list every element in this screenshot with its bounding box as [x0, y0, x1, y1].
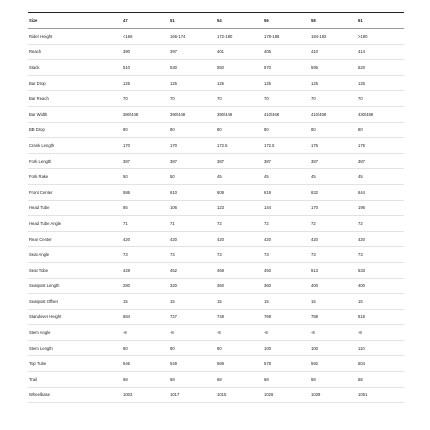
- table-cell: 68: [169, 372, 216, 388]
- table-cell: 387: [169, 153, 216, 169]
- table-cell: 45: [310, 169, 357, 185]
- table-cell: 196: [357, 200, 404, 216]
- table-cell: 100: [263, 340, 310, 356]
- table-row: [28, 44, 404, 60]
- table-cell: 452: [169, 262, 216, 278]
- table-cell: >190: [357, 29, 404, 45]
- table-cell: 125: [169, 75, 216, 91]
- table-cell: 15: [263, 294, 310, 310]
- table-cell: 1026: [263, 387, 310, 403]
- table-cell: 400: [310, 278, 357, 294]
- table-cell: 170: [310, 200, 357, 216]
- table-cell: 45: [357, 169, 404, 185]
- table-cell: 410/468: [263, 106, 310, 122]
- table-cell: 788: [310, 309, 357, 325]
- table-row: [28, 106, 404, 122]
- table-cell: 68: [122, 372, 169, 388]
- table-cell: 280: [122, 278, 169, 294]
- table-cell: 15: [310, 294, 357, 310]
- table-cell: 80: [357, 122, 404, 138]
- row-label: Rider Height: [28, 29, 122, 45]
- table-row: [28, 216, 404, 232]
- table-cell: 748: [216, 309, 263, 325]
- table-cell: 420: [216, 231, 263, 247]
- table-cell: 1039: [310, 387, 357, 403]
- table-cell: 387: [216, 153, 263, 169]
- table-cell: 569: [216, 356, 263, 372]
- row-label: Fork Rake: [28, 169, 122, 185]
- table-cell: 68: [216, 372, 263, 388]
- table-cell: 73: [263, 247, 310, 263]
- table-cell: 410: [310, 44, 357, 60]
- table-cell: 90: [216, 340, 263, 356]
- table-cell: 390: [122, 44, 169, 60]
- table-cell: 80: [263, 122, 310, 138]
- row-label: Stem Angle: [28, 325, 122, 341]
- row-label: Top Tube: [28, 356, 122, 372]
- table-cell: 430/488: [357, 106, 404, 122]
- table-cell: 390/448: [169, 106, 216, 122]
- table-cell: 70: [169, 91, 216, 107]
- table-row: [28, 262, 404, 278]
- table-cell: 769: [263, 309, 310, 325]
- table-cell: 1017: [169, 387, 216, 403]
- table-cell: 360: [263, 278, 310, 294]
- table-cell: 1015: [216, 387, 263, 403]
- row-label: Seat Angle: [28, 247, 122, 263]
- table-cell: 72: [216, 216, 263, 232]
- table-cell: 632: [310, 184, 357, 200]
- table-cell: 80: [122, 340, 169, 356]
- row-label: Reach: [28, 44, 122, 60]
- table-cell: 620: [357, 60, 404, 76]
- table-cell: 320: [169, 278, 216, 294]
- table-cell: 644: [357, 184, 404, 200]
- geometry-table: [28, 12, 404, 403]
- table-cell: 414: [357, 44, 404, 60]
- table-row: [28, 200, 404, 216]
- row-label: Head Tube: [28, 200, 122, 216]
- table-cell: 420: [122, 231, 169, 247]
- geometry-table-container: [28, 12, 404, 403]
- table-cell: 73: [169, 247, 216, 263]
- table-row: [28, 372, 404, 388]
- table-row: [28, 122, 404, 138]
- table-cell: 73: [357, 247, 404, 263]
- table-cell: 110: [357, 340, 404, 356]
- row-label: Bar Reach: [28, 91, 122, 107]
- row-label: Seatpost Offset: [28, 294, 122, 310]
- table-cell: 70: [357, 91, 404, 107]
- table-cell: 550: [216, 60, 263, 76]
- table-row: [28, 169, 404, 185]
- table-cell: 586: [122, 184, 169, 200]
- row-label: Trail: [28, 372, 122, 388]
- table-cell: 387: [263, 153, 310, 169]
- table-cell: 125: [216, 75, 263, 91]
- table-cell: 68: [263, 372, 310, 388]
- table-cell: 178-186: [263, 29, 310, 45]
- table-cell: 172.5: [216, 138, 263, 154]
- table-cell: 175: [310, 138, 357, 154]
- table-cell: 619: [263, 184, 310, 200]
- table-cell: 125: [357, 75, 404, 91]
- row-label: Head Tube Angle: [28, 216, 122, 232]
- table-cell: 85: [122, 200, 169, 216]
- table-cell: 71: [122, 216, 169, 232]
- table-row: [28, 91, 404, 107]
- table-cell: 530: [169, 60, 216, 76]
- table-cell: 420: [310, 231, 357, 247]
- table-row: [28, 75, 404, 91]
- table-cell: 420: [263, 231, 310, 247]
- row-label: Front Center: [28, 184, 122, 200]
- header-size-47: 47: [122, 13, 169, 29]
- table-cell: 15: [122, 294, 169, 310]
- row-label: Rear Center: [28, 231, 122, 247]
- table-cell: 390/448: [216, 106, 263, 122]
- table-cell: 184-192: [310, 29, 357, 45]
- table-cell: 144: [263, 200, 310, 216]
- table-row: [28, 231, 404, 247]
- table-cell: 72: [357, 216, 404, 232]
- row-label: BB Drop: [28, 122, 122, 138]
- table-cell: 401: [216, 44, 263, 60]
- table-cell: 125: [122, 75, 169, 91]
- table-cell: 70: [263, 91, 310, 107]
- table-cell: -8: [263, 325, 310, 341]
- table-cell: 570: [263, 60, 310, 76]
- table-cell: 1003: [122, 387, 169, 403]
- table-cell: 595: [310, 60, 357, 76]
- table-cell: -8: [310, 325, 357, 341]
- table-cell: 1051: [357, 387, 404, 403]
- table-cell: 15: [169, 294, 216, 310]
- table-cell: 468: [216, 262, 263, 278]
- table-cell: 73: [310, 247, 357, 263]
- table-row: [28, 309, 404, 325]
- table-cell: 80: [216, 122, 263, 138]
- table-row: [28, 387, 404, 403]
- table-cell: 125: [263, 75, 310, 91]
- table-cell: 50: [169, 169, 216, 185]
- table-cell: -8: [357, 325, 404, 341]
- table-row: [28, 247, 404, 263]
- table-cell: 405: [263, 44, 310, 60]
- table-cell: 73: [216, 247, 263, 263]
- table-cell: 68: [357, 372, 404, 388]
- table-cell: -8: [122, 325, 169, 341]
- table-header: [28, 13, 404, 29]
- table-cell: 170: [169, 138, 216, 154]
- table-cell: 170: [122, 138, 169, 154]
- header-size-58: 58: [310, 13, 357, 29]
- table-cell: 166-174: [169, 29, 216, 45]
- table-row: [28, 60, 404, 76]
- table-cell: 15: [357, 294, 404, 310]
- table-cell: 380/448: [122, 106, 169, 122]
- table-cell: 71: [169, 216, 216, 232]
- table-cell: 175: [357, 138, 404, 154]
- table-cell: 420: [357, 231, 404, 247]
- table-cell: 387: [357, 153, 404, 169]
- table-row: [28, 138, 404, 154]
- table-cell: 80: [169, 122, 216, 138]
- table-cell: <166: [122, 29, 169, 45]
- table-cell: 45: [216, 169, 263, 185]
- header-size-54: 54: [216, 13, 263, 29]
- table-cell: 123: [216, 200, 263, 216]
- row-label: Stem Length: [28, 340, 122, 356]
- table-cell: -8: [216, 325, 263, 341]
- table-cell: 125: [310, 75, 357, 91]
- table-cell: 549: [169, 356, 216, 372]
- table-cell: 493: [263, 262, 310, 278]
- table-cell: -8: [169, 325, 216, 341]
- table-cell: 387: [122, 153, 169, 169]
- table-cell: 513: [310, 262, 357, 278]
- row-label: Seat Tube: [28, 262, 122, 278]
- table-row: [28, 325, 404, 341]
- table-row: [28, 184, 404, 200]
- table-cell: 397: [169, 44, 216, 60]
- table-cell: 100: [310, 340, 357, 356]
- table-row: [28, 278, 404, 294]
- table-cell: 50: [122, 169, 169, 185]
- table-cell: 604: [357, 356, 404, 372]
- table-cell: 172-180: [216, 29, 263, 45]
- table-cell: 387: [310, 153, 357, 169]
- table-cell: 400: [357, 278, 404, 294]
- table-cell: 15: [216, 294, 263, 310]
- table-cell: 70: [122, 91, 169, 107]
- table-cell: 533: [357, 262, 404, 278]
- table-cell: 428: [122, 262, 169, 278]
- table-cell: 546: [122, 356, 169, 372]
- header-size-label: Size: [28, 13, 122, 29]
- table-cell: 592: [310, 356, 357, 372]
- table-row: [28, 340, 404, 356]
- table-cell: 70: [216, 91, 263, 107]
- table-row: [28, 294, 404, 310]
- header-size-56: 56: [263, 13, 310, 29]
- table-cell: 727: [169, 309, 216, 325]
- table-cell: 80: [310, 122, 357, 138]
- table-row: [28, 356, 404, 372]
- table-cell: 106: [169, 200, 216, 216]
- row-label: Stack: [28, 60, 122, 76]
- table-cell: 90: [169, 340, 216, 356]
- table-cell: 684: [122, 309, 169, 325]
- table-cell: 80: [122, 122, 169, 138]
- header-size-61: 61: [357, 13, 404, 29]
- table-body: [28, 29, 404, 403]
- table-cell: 68: [310, 372, 357, 388]
- table-cell: 72: [263, 216, 310, 232]
- header-size-51: 51: [169, 13, 216, 29]
- header-row: [28, 13, 404, 29]
- table-cell: 608: [216, 184, 263, 200]
- row-label: Standover Height: [28, 309, 122, 325]
- table-cell: 73: [122, 247, 169, 263]
- table-row: [28, 153, 404, 169]
- row-label: Bar Width: [28, 106, 122, 122]
- row-label: Bar Drop: [28, 75, 122, 91]
- table-row: [28, 29, 404, 45]
- table-cell: 72: [310, 216, 357, 232]
- table-cell: 610: [169, 184, 216, 200]
- table-cell: 578: [263, 356, 310, 372]
- table-cell: 818: [357, 309, 404, 325]
- table-cell: 45: [263, 169, 310, 185]
- row-label: Wheelbase: [28, 387, 122, 403]
- row-label: Seatpost Length: [28, 278, 122, 294]
- table-cell: 510: [122, 60, 169, 76]
- row-label: Crank Length: [28, 138, 122, 154]
- table-cell: 360: [216, 278, 263, 294]
- row-label: Fork Length: [28, 153, 122, 169]
- table-cell: 70: [310, 91, 357, 107]
- table-cell: 420: [169, 231, 216, 247]
- table-cell: 172.5: [263, 138, 310, 154]
- table-cell: 410/468: [310, 106, 357, 122]
